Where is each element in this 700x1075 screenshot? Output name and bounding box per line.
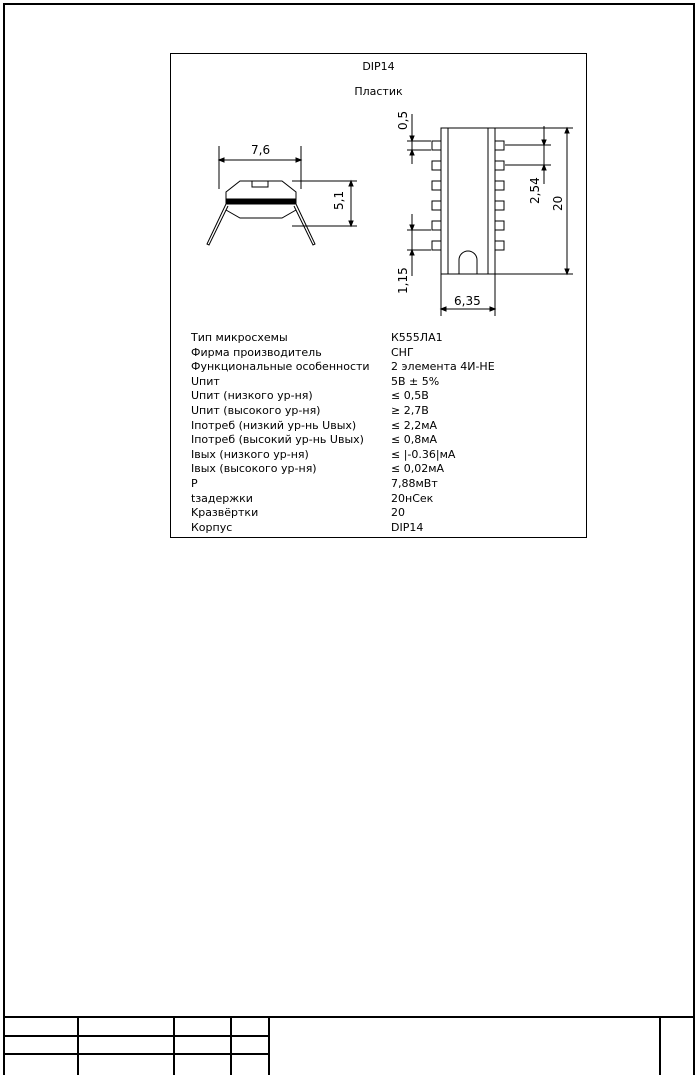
dim-length: 20 — [551, 195, 565, 211]
spec-row — [191, 375, 495, 390]
spec-row — [191, 433, 495, 448]
top-view — [407, 114, 573, 316]
spec-label: Kразвёртки — [191, 506, 259, 520]
spec-row — [191, 477, 495, 492]
spec-value: 20 — [391, 506, 405, 520]
spec-row — [191, 492, 495, 507]
spec-label: Iвых (высокого ур-ня) — [191, 462, 317, 476]
spec-table — [191, 331, 495, 535]
package-drawing — [171, 54, 588, 324]
spec-row — [191, 448, 495, 463]
spec-value: ≤ 0,8мА — [391, 433, 438, 447]
spec-label: Фирма производитель — [191, 345, 322, 359]
package-title: DIP14 — [362, 60, 395, 73]
dim-body-height: 5,1 — [332, 190, 346, 210]
package-figure — [170, 53, 587, 538]
spec-label: P — [191, 476, 198, 490]
package-material: Пластик — [354, 85, 403, 98]
spec-row — [191, 389, 495, 404]
spec-value: ≤ 2,2мА — [391, 418, 438, 432]
spec-row — [191, 419, 495, 434]
spec-label: Uпит — [191, 374, 220, 388]
spec-value: ≥ 2,7В — [391, 403, 429, 417]
dim-lead-offset: 1,15 — [396, 267, 410, 294]
spec-label: Iпотреб (низкий ур-нь Uвых) — [191, 418, 357, 432]
dim-pitch: 2,54 — [528, 177, 542, 204]
spec-value: ≤ 0,02мА — [391, 462, 445, 476]
spec-row — [191, 506, 495, 521]
spec-label: Корпус — [191, 520, 233, 534]
spec-label: Тип микросхемы — [191, 331, 288, 344]
spec-label: tзадержки — [191, 491, 253, 505]
spec-label: Iвых (низкого ур-ня) — [191, 447, 309, 461]
spec-label: Uпит (низкого ур-ня) — [191, 389, 313, 403]
spec-row — [191, 331, 495, 346]
spec-value: ≤ 0,5В — [391, 389, 429, 403]
spec-row — [191, 346, 495, 361]
spec-row — [191, 360, 495, 375]
spec-label: Iпотреб (высокий ур-нь Uвых) — [191, 433, 364, 447]
spec-value: 5В ± 5% — [391, 374, 440, 388]
spec-value: ≤ |-0.36|мА — [391, 447, 456, 461]
spec-value: 7,88мВт — [391, 476, 438, 490]
spec-label: Функциональные особенности — [191, 360, 370, 374]
spec-value: 2 элемента 4И-НЕ — [391, 360, 495, 374]
spec-value: СНГ — [391, 345, 414, 359]
spec-row — [191, 462, 495, 477]
dim-top-width: 6,35 — [454, 294, 481, 308]
spec-value: DIP14 — [391, 520, 424, 534]
spec-row — [191, 521, 495, 536]
title-block — [3, 1016, 695, 1075]
spec-row — [191, 404, 495, 419]
spec-value: 20нСек — [391, 491, 434, 505]
spec-value: К555ЛА1 — [391, 331, 443, 344]
dim-body-width: 7,6 — [251, 143, 271, 157]
spec-label: Uпит (высокого ур-ня) — [191, 403, 321, 417]
dim-lead-width: 0,5 — [396, 110, 410, 130]
